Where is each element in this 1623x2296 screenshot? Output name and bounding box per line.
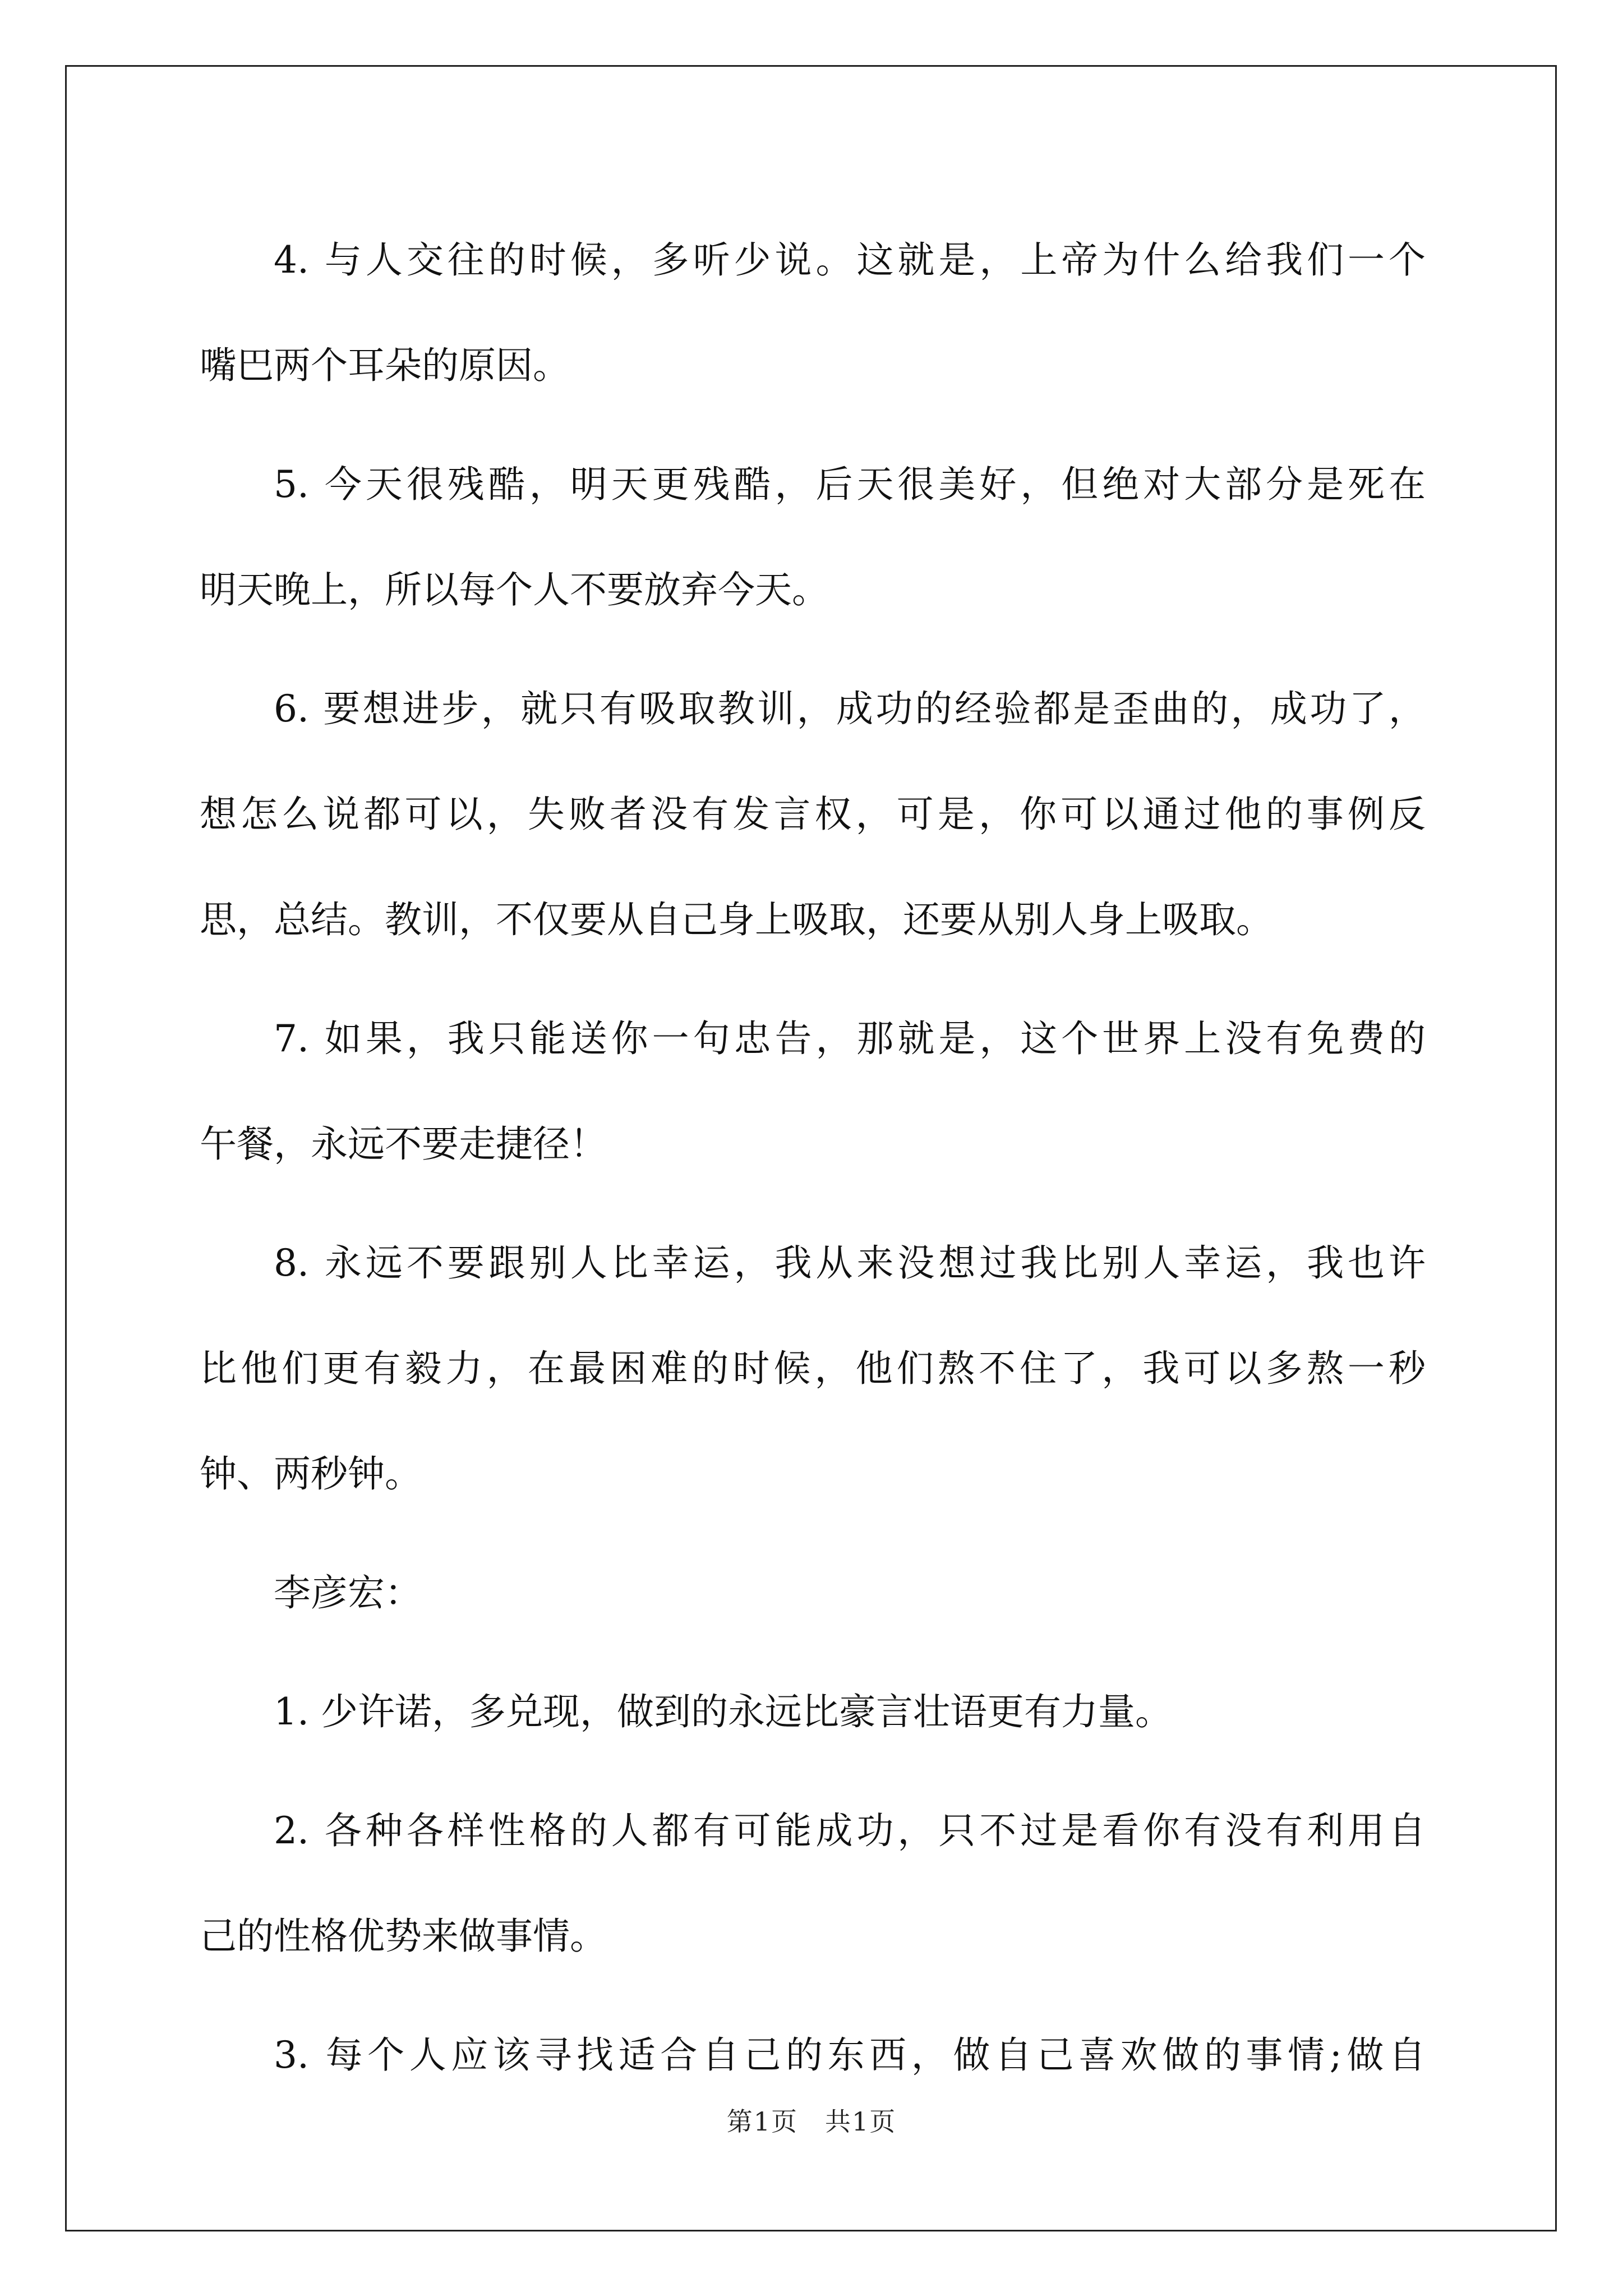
text-line: 李彦宏： (274, 1571, 422, 1614)
text-line: 1. 少许诺，多兑现，做到的永远比豪言壮语更有力量。 (274, 1690, 1172, 1733)
text-line: 2. 各种各样性格的人都有可能成功，只不过是看你有没有利用自 (274, 1809, 1426, 1852)
text-line: 6. 要想进步，就只有吸取教训，成功的经验都是歪曲的，成功了， (274, 687, 1426, 730)
text-line: 明天晚上，所以每个人不要放弃今天。 (200, 568, 829, 611)
paragraph-1 (200, 1659, 1426, 1765)
paragraph-4 (200, 208, 1426, 418)
text-line: 想怎么说都可以，失败者没有发言权，可是，你可以通过他的事例反 (200, 793, 1426, 836)
paragraph-5 (200, 432, 1426, 643)
section-heading-li-yanhong (200, 1540, 1426, 1646)
text-line: 思，总结。教训，不仅要从自己身上吸取，还要从别人身上吸取。 (200, 898, 1273, 941)
text-line: 5. 今天很残酷，明天更残酷，后天很美好，但绝对大部分是死在 (274, 463, 1426, 506)
text-line: 3. 每个人应该寻找适合自己的东西，做自己喜欢做的事情;做自 (274, 2033, 1426, 2077)
text-line: 7. 如果，我只能送你一句忠告，那就是，这个世界上没有免费的 (274, 1017, 1426, 1060)
paragraph-2 (200, 1778, 1426, 1989)
text-line: 午餐，永远不要走捷径！ (200, 1122, 607, 1166)
paragraph-8 (200, 1211, 1426, 1527)
text-line: 比他们更有毅力，在最困难的时候，他们熬不住了，我可以多熬一秒 (200, 1347, 1426, 1390)
text-line: 嘴巴两个耳朵的原因。 (200, 344, 570, 387)
paragraph-3 (200, 2003, 1426, 2108)
document-body (200, 208, 1426, 2122)
text-line: 4. 与人交往的时候，多听少说。这就是，上帝为什么给我们一个 (274, 238, 1426, 282)
paragraph-7 (200, 986, 1426, 1197)
text-line: 己的性格优势来做事情。 (200, 1915, 607, 1958)
text-line: 钟、两秒钟。 (200, 1452, 422, 1496)
page-number-footer: 第1页 共1页 (726, 2106, 897, 2137)
text-line: 8. 永远不要跟别人比幸运，我从来没想过我比别人幸运，我也许 (274, 1241, 1426, 1285)
paragraph-6 (200, 656, 1426, 973)
